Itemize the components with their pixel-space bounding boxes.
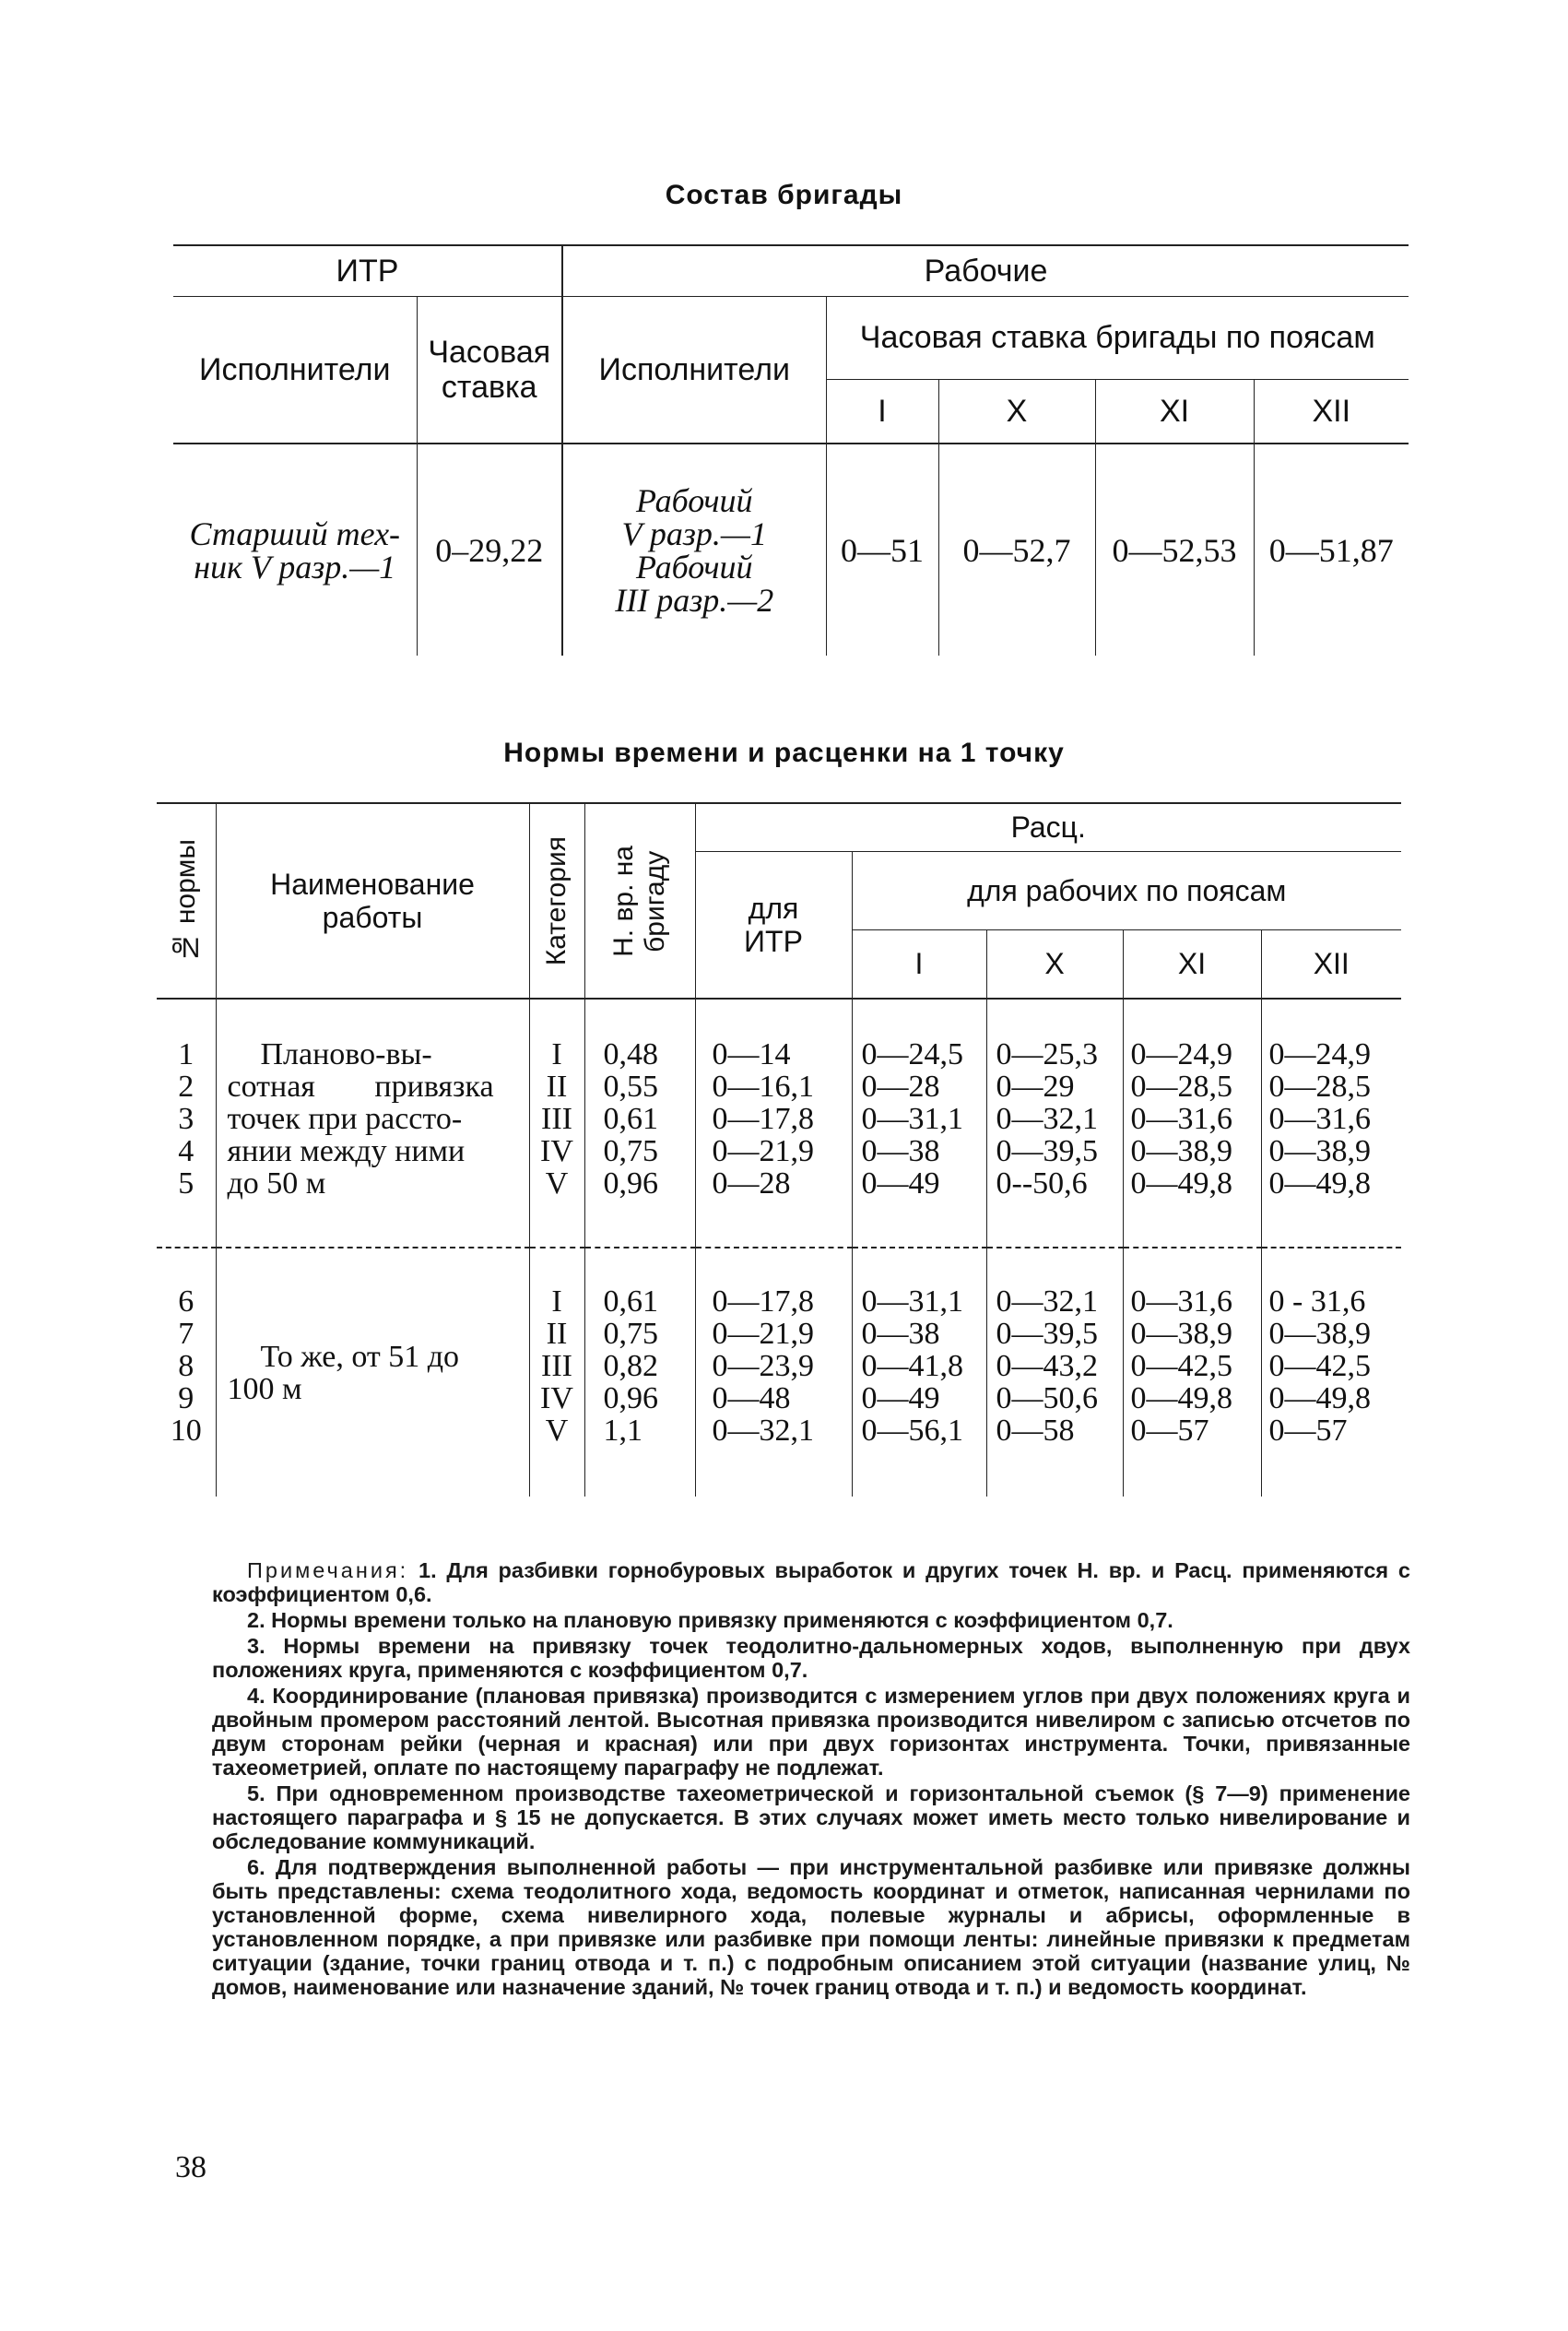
work-name: Планово-вы- сотная привязка точек при рассто- янии между ними до 50 м bbox=[216, 999, 529, 1248]
rate-zone-xii: 0—51,87 bbox=[1254, 444, 1409, 656]
header-rate: Часовая ставка bbox=[417, 296, 562, 444]
time-norms: 0,48 0,55 0,61 0,75 0,96 bbox=[584, 999, 695, 1248]
note-2: 2. Нормы времени только на плановую привязку применяются с коэффициентом 0,7. bbox=[247, 1608, 1173, 1632]
itr-performer: Старший тех- ник V разр.—1 bbox=[173, 444, 417, 656]
pay-itr: 0—17,8 0—21,9 0—23,9 0—48 0—32,1 bbox=[695, 1248, 852, 1497]
rate-zone-xi: 0—52,53 bbox=[1095, 444, 1254, 656]
time-norms: 0,61 0,75 0,82 0,96 1,1 bbox=[584, 1248, 695, 1497]
header-work-name: Наименование работы bbox=[216, 803, 529, 999]
header-workers: Рабочие bbox=[562, 245, 1409, 296]
zone-header: XI bbox=[1123, 929, 1261, 999]
header-brigade-rate: Часовая ставка бригады по поясам bbox=[826, 296, 1409, 379]
header-category: Категория bbox=[529, 803, 584, 999]
zone-header: I bbox=[826, 379, 938, 444]
title-norms: Нормы времени и расценки на 1 точку bbox=[503, 738, 1065, 768]
header-performers-workers: Исполнители bbox=[562, 296, 826, 444]
brigade-table bbox=[173, 244, 1409, 656]
pay-zone-xii: 0—24,9 0—28,5 0—31,6 0—38,9 0—49,8 bbox=[1261, 999, 1401, 1248]
norm-numbers: 1 2 3 4 5 bbox=[157, 999, 216, 1248]
pay-zone-x: 0—32,1 0—39,5 0—43,2 0—50,6 0—58 bbox=[986, 1248, 1123, 1497]
zone-header: X bbox=[986, 929, 1123, 999]
notes-label: Примечания: bbox=[247, 1558, 409, 1582]
pay-zone-i: 0—24,5 0—28 0—31,1 0—38 0—49 bbox=[852, 999, 986, 1248]
zone-header: XII bbox=[1313, 947, 1350, 981]
categories: I II III IV V bbox=[529, 999, 584, 1248]
header-itr: ИТР bbox=[173, 245, 562, 296]
header-pay-itr: для ИТР bbox=[695, 851, 852, 999]
zone-header: I bbox=[852, 929, 986, 999]
itr-rate: 0–29,22 bbox=[417, 444, 562, 656]
pay-zone-xii: 0 - 31,6 0—38,9 0—42,5 0—49,8 0—57 bbox=[1261, 1248, 1401, 1497]
pay-itr: 0—14 0—16,1 0—17,8 0—21,9 0—28 bbox=[695, 999, 852, 1248]
zone-header: XI bbox=[1095, 379, 1254, 444]
zone-header: XII bbox=[1312, 393, 1351, 429]
pay-zone-xi: 0—31,6 0—38,9 0—42,5 0—49,8 0—57 bbox=[1123, 1248, 1261, 1497]
norm-numbers: 6 7 8 9 10 bbox=[157, 1248, 216, 1497]
note-4: 4. Координирование (плановая привязка) производится с измерением углов при двух положениях круга и двойным промером расстояний лентой. Высотная привязка производится нивелиром с записью отсчетов по двум сторонам рейки (черная и красная) или при двух горизонтах инструмента. Точки, привязанные тахеометрией, оплате по настоящему параграфу не подлежат. bbox=[212, 1684, 1410, 1780]
note-6: 6. Для подтверждения выполненной работы — при инструментальной разбивке или привязке должны быть представлены: схема теодолитного хода, ведомость координат и отметок, написанная чернилами по установленной форме, схема нивелирного хода, полевые журналы и абрисы, оформленные в установленном порядке, а при привязке или разбивке при помощи ленты: линейные привязки к предметам ситуации (здание, точки границ отвода и т. п.) с подробным описанием этой ситуации (название улиц, № домов, наименование или назначение зданий, № точек границ отвода и т. п.) и ведомость координат. bbox=[212, 1855, 1410, 1999]
header-pay: Расц. bbox=[695, 803, 1401, 851]
note-1: Примечания: 1. Для разбивки горнобуровых выработок и других точек Н. вр. и Расц. применяются с коэффициентом 0,6. bbox=[212, 1558, 1410, 1606]
page-number: 38 bbox=[175, 2150, 206, 2184]
notes bbox=[212, 1558, 1410, 2001]
rate-zone-i: 0—51 bbox=[826, 444, 938, 656]
zone-header: X bbox=[938, 379, 1095, 444]
table-row bbox=[157, 999, 1401, 1248]
header-time-norm: Н. вр. на бригаду bbox=[584, 803, 695, 999]
worker-performers: Рабочий V разр.—1 Рабочий III разр.—2 bbox=[562, 444, 826, 656]
pay-zone-xi: 0—24,9 0—28,5 0—31,6 0—38,9 0—49,8 bbox=[1123, 999, 1261, 1248]
pay-zone-x: 0—25,3 0—29 0—32,1 0—39,5 0--50,6 bbox=[986, 999, 1123, 1248]
header-performers: Исполнители bbox=[173, 296, 417, 444]
norms-table bbox=[157, 802, 1401, 1497]
categories: I II III IV V bbox=[529, 1248, 584, 1497]
title-brigade: Состав бригады bbox=[665, 180, 903, 210]
header-pay-workers: для рабочих по поясам bbox=[852, 851, 1401, 929]
rate-zone-x: 0—52,7 bbox=[938, 444, 1095, 656]
note-3: 3. Нормы времени на привязку точек теодолитно-дальномерных ходов, выполненную при двух положениях круга, применяются с коэффициентом 0,7. bbox=[212, 1634, 1410, 1682]
pay-zone-i: 0—31,1 0—38 0—41,8 0—49 0—56,1 bbox=[852, 1248, 986, 1497]
table-row bbox=[157, 1248, 1401, 1497]
header-norm-number: № нормы bbox=[157, 803, 216, 999]
note-5: 5. При одновременном производстве тахеометрической и горизонтальной съемок (§ 7—9) применение настоящего параграфа и § 15 не допускается. В этих случаях может иметь место только нивелирование и обследование коммуникаций. bbox=[212, 1781, 1410, 1853]
work-name: То же, от 51 до 100 м bbox=[216, 1248, 529, 1497]
